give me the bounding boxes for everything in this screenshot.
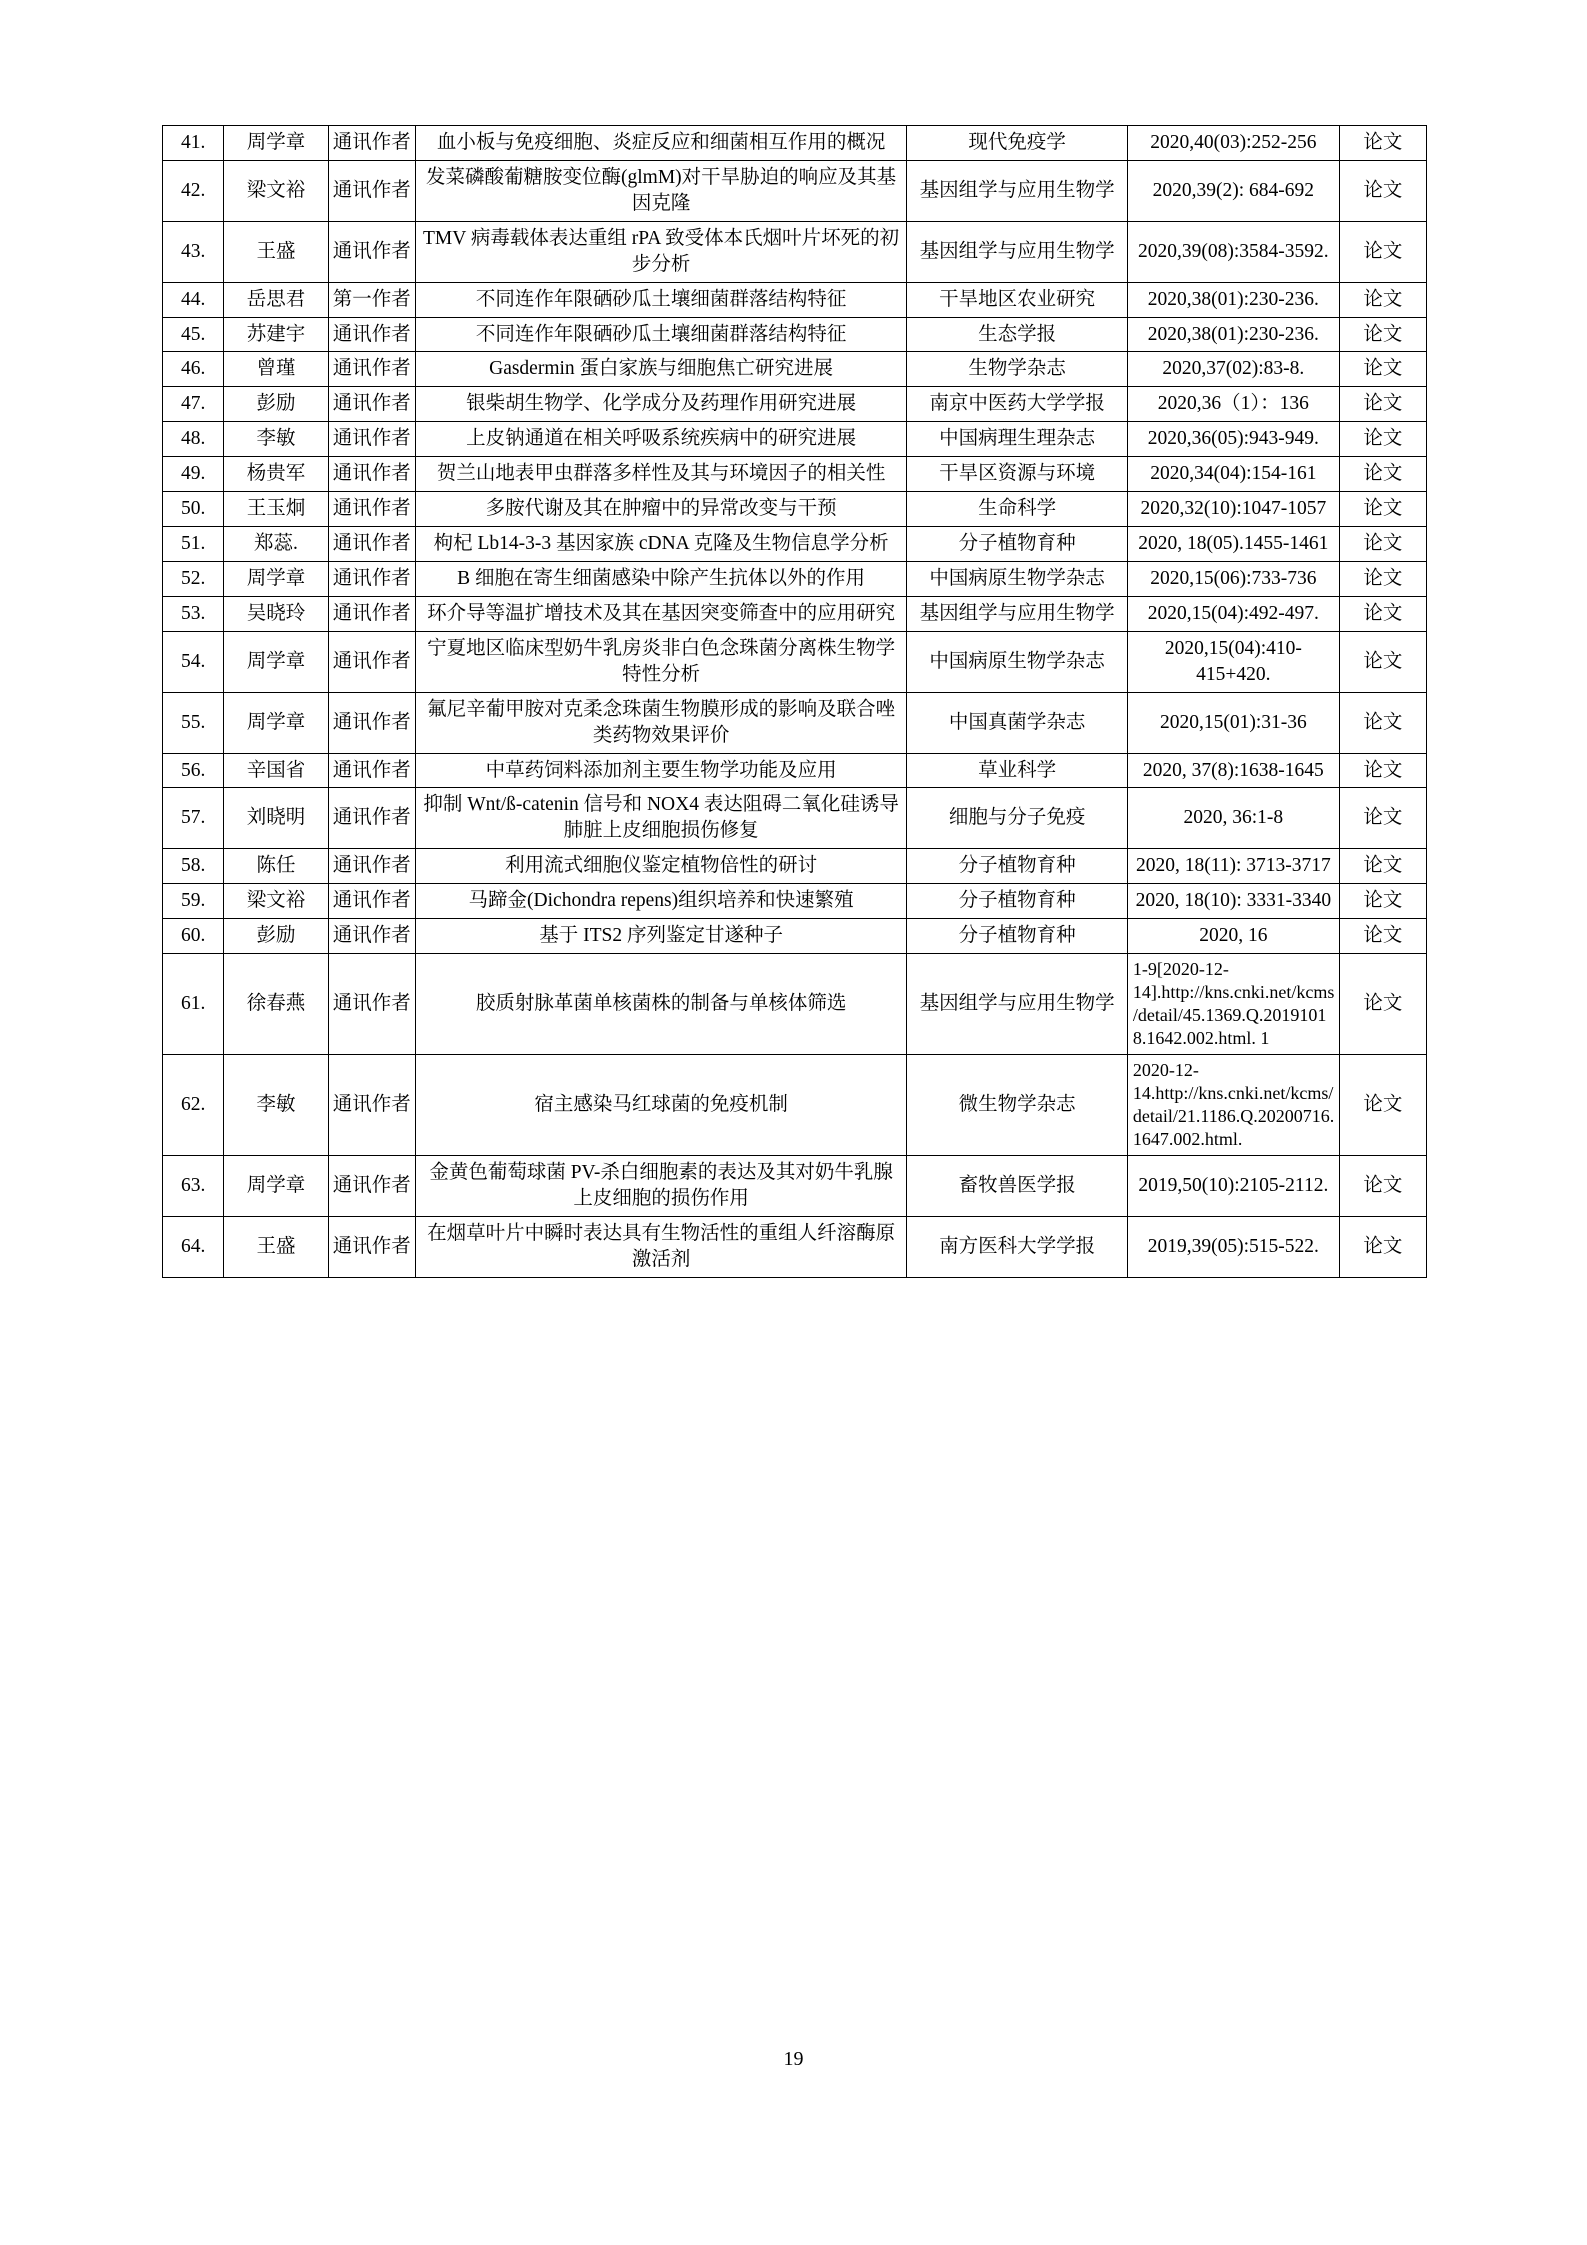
cell-journal: 生物学杂志: [907, 352, 1128, 387]
table-row: [163, 457, 1427, 492]
cell-index: 59.: [163, 884, 224, 919]
cell-author-name: 王玉炯: [224, 492, 328, 527]
cell-issue: 2020,32(10):1047-1057: [1127, 492, 1339, 527]
cell-paper-title: 宿主感染马红球菌的免疫机制: [415, 1055, 907, 1156]
table-row: [163, 884, 1427, 919]
cell-issue: 2020, 36:1-8: [1127, 788, 1339, 849]
cell-journal: 中国病理生理杂志: [907, 422, 1128, 457]
cell-author-name: 彭励: [224, 919, 328, 954]
cell-index: 57.: [163, 788, 224, 849]
cell-paper-title: TMV 病毒载体表达重组 rPA 致受体本氏烟叶片坏死的初步分析: [415, 221, 907, 282]
table-row: [163, 1217, 1427, 1278]
cell-journal: 中国病原生物学杂志: [907, 561, 1128, 596]
cell-index: 60.: [163, 919, 224, 954]
cell-issue: 2020,37(02):83-8.: [1127, 352, 1339, 387]
cell-paper-title: 枸杞 Lb14-3-3 基因家族 cDNA 克隆及生物信息学分析: [415, 527, 907, 562]
cell-index: 56.: [163, 753, 224, 788]
cell-paper-title: 银柴胡生物学、化学成分及药理作用研究进展: [415, 387, 907, 422]
cell-author-role: 通讯作者: [328, 352, 415, 387]
cell-paper-title: 抑制 Wnt/ß-catenin 信号和 NOX4 表达阻碍二氧化硅诱导肺脏上皮细胞损伤修复: [415, 788, 907, 849]
cell-author-role: 通讯作者: [328, 160, 415, 221]
page-number: 19: [783, 2048, 804, 2070]
cell-index: 62.: [163, 1055, 224, 1156]
cell-type: 论文: [1339, 527, 1426, 562]
cell-journal: 分子植物育种: [907, 527, 1128, 562]
cell-author-name: 刘晓明: [224, 788, 328, 849]
cell-issue: 2020, 16: [1127, 919, 1339, 954]
cell-paper-title: 血小板与免疫细胞、炎症反应和细菌相互作用的概况: [415, 126, 907, 161]
cell-type: 论文: [1339, 919, 1426, 954]
cell-author-role: 通讯作者: [328, 1055, 415, 1156]
cell-paper-title: B 细胞在寄生细菌感染中除产生抗体以外的作用: [415, 561, 907, 596]
cell-author-role: 通讯作者: [328, 457, 415, 492]
cell-index: 53.: [163, 596, 224, 631]
cell-author-name: 周学章: [224, 692, 328, 753]
cell-type: 论文: [1339, 561, 1426, 596]
cell-type: 论文: [1339, 631, 1426, 692]
cell-paper-title: 不同连作年限硒砂瓜土壤细菌群落结构特征: [415, 282, 907, 317]
cell-author-name: 王盛: [224, 1217, 328, 1278]
cell-type: 论文: [1339, 492, 1426, 527]
cell-type: 论文: [1339, 954, 1426, 1055]
table-row: [163, 788, 1427, 849]
cell-journal: 干旱区资源与环境: [907, 457, 1128, 492]
cell-author-role: 通讯作者: [328, 317, 415, 352]
cell-author-role: 通讯作者: [328, 527, 415, 562]
cell-author-name: 陈任: [224, 849, 328, 884]
cell-author-role: 通讯作者: [328, 692, 415, 753]
cell-index: 41.: [163, 126, 224, 161]
cell-index: 52.: [163, 561, 224, 596]
cell-journal: 南方医科大学学报: [907, 1217, 1128, 1278]
cell-issue: 2020, 18(10): 3331-3340: [1127, 884, 1339, 919]
cell-journal: 分子植物育种: [907, 919, 1128, 954]
cell-type: 论文: [1339, 160, 1426, 221]
table-row: [163, 160, 1427, 221]
cell-index: 44.: [163, 282, 224, 317]
cell-issue: 2020,15(04):492-497.: [1127, 596, 1339, 631]
table-row: [163, 126, 1427, 161]
publications-table-body: [163, 126, 1427, 1278]
cell-author-name: 彭励: [224, 387, 328, 422]
table-row: [163, 596, 1427, 631]
cell-index: 45.: [163, 317, 224, 352]
cell-type: 论文: [1339, 422, 1426, 457]
cell-author-role: 第一作者: [328, 282, 415, 317]
cell-author-role: 通讯作者: [328, 849, 415, 884]
cell-author-name: 周学章: [224, 126, 328, 161]
cell-type: 论文: [1339, 788, 1426, 849]
cell-type: 论文: [1339, 884, 1426, 919]
cell-paper-title: 金黄色葡萄球菌 PV-杀白细胞素的表达及其对奶牛乳腺上皮细胞的损伤作用: [415, 1156, 907, 1217]
cell-issue: 2020,15(01):31-36: [1127, 692, 1339, 753]
cell-issue: 2020-12-14.http://kns.cnki.net/kcms/detail/21.1186.Q.20200716.1647.002.html.: [1127, 1055, 1339, 1156]
cell-issue: 2020,39(08):3584-3592.: [1127, 221, 1339, 282]
table-row: [163, 527, 1427, 562]
cell-index: 48.: [163, 422, 224, 457]
cell-type: 论文: [1339, 596, 1426, 631]
cell-author-name: 周学章: [224, 1156, 328, 1217]
cell-journal: 微生物学杂志: [907, 1055, 1128, 1156]
cell-issue: 2020,15(06):733-736: [1127, 561, 1339, 596]
cell-journal: 基因组学与应用生物学: [907, 596, 1128, 631]
cell-type: 论文: [1339, 221, 1426, 282]
cell-author-name: 曾瑾: [224, 352, 328, 387]
cell-index: 54.: [163, 631, 224, 692]
cell-journal: 现代免疫学: [907, 126, 1128, 161]
cell-index: 43.: [163, 221, 224, 282]
cell-author-role: 通讯作者: [328, 221, 415, 282]
cell-journal: 基因组学与应用生物学: [907, 221, 1128, 282]
cell-author-role: 通讯作者: [328, 1217, 415, 1278]
cell-issue: 2020, 18(11): 3713-3717: [1127, 849, 1339, 884]
cell-author-name: 辛国省: [224, 753, 328, 788]
cell-paper-title: 在烟草叶片中瞬时表达具有生物活性的重组人纤溶酶原激活剂: [415, 1217, 907, 1278]
cell-paper-title: 宁夏地区临床型奶牛乳房炎非白色念珠菌分离株生物学特性分析: [415, 631, 907, 692]
cell-issue: 2020,38(01):230-236.: [1127, 282, 1339, 317]
cell-journal: 中国真菌学杂志: [907, 692, 1128, 753]
cell-issue: 2020,36（1）：136: [1127, 387, 1339, 422]
cell-paper-title: 胶质射脉革菌单核菌株的制备与单核体筛选: [415, 954, 907, 1055]
cell-author-role: 通讯作者: [328, 954, 415, 1055]
cell-paper-title: 上皮钠通道在相关呼吸系统疾病中的研究进展: [415, 422, 907, 457]
cell-issue: 2020, 37(8):1638-1645: [1127, 753, 1339, 788]
cell-author-name: 周学章: [224, 561, 328, 596]
cell-journal: 中国病原生物学杂志: [907, 631, 1128, 692]
cell-author-name: 王盛: [224, 221, 328, 282]
cell-journal: 干旱地区农业研究: [907, 282, 1128, 317]
cell-type: 论文: [1339, 317, 1426, 352]
cell-index: 64.: [163, 1217, 224, 1278]
cell-author-role: 通讯作者: [328, 1156, 415, 1217]
table-row: [163, 1055, 1427, 1156]
cell-type: 论文: [1339, 849, 1426, 884]
cell-index: 42.: [163, 160, 224, 221]
table-row: [163, 849, 1427, 884]
cell-journal: 南京中医药大学学报: [907, 387, 1128, 422]
table-row: [163, 387, 1427, 422]
cell-author-role: 通讯作者: [328, 788, 415, 849]
cell-index: 50.: [163, 492, 224, 527]
cell-paper-title: 环介导等温扩增技术及其在基因突变筛查中的应用研究: [415, 596, 907, 631]
cell-author-role: 通讯作者: [328, 387, 415, 422]
cell-type: 论文: [1339, 753, 1426, 788]
cell-author-name: 徐春燕: [224, 954, 328, 1055]
cell-author-name: 吴晓玲: [224, 596, 328, 631]
cell-paper-title: 马蹄金(Dichondra repens)组织培养和快速繁殖: [415, 884, 907, 919]
cell-author-name: 郑蕊.: [224, 527, 328, 562]
table-row: [163, 282, 1427, 317]
table-row: [163, 753, 1427, 788]
cell-paper-title: 多胺代谢及其在肿瘤中的异常改变与干预: [415, 492, 907, 527]
table-row: [163, 492, 1427, 527]
cell-author-name: 周学章: [224, 631, 328, 692]
table-row: [163, 692, 1427, 753]
cell-paper-title: 中草药饲料添加剂主要生物学功能及应用: [415, 753, 907, 788]
cell-journal: 畜牧兽医学报: [907, 1156, 1128, 1217]
table-row: [163, 954, 1427, 1055]
cell-paper-title: 氟尼辛葡甲胺对克柔念珠菌生物膜形成的影响及联合唑类药物效果评价: [415, 692, 907, 753]
cell-author-name: 李敏: [224, 1055, 328, 1156]
cell-journal: 生命科学: [907, 492, 1128, 527]
cell-paper-title: 基于 ITS2 序列鉴定甘遂种子: [415, 919, 907, 954]
cell-journal: 生态学报: [907, 317, 1128, 352]
publications-table-container: [162, 125, 1427, 1278]
cell-type: 论文: [1339, 1055, 1426, 1156]
cell-journal: 草业科学: [907, 753, 1128, 788]
cell-journal: 基因组学与应用生物学: [907, 954, 1128, 1055]
cell-paper-title: Gasdermin 蛋白家族与细胞焦亡研究进展: [415, 352, 907, 387]
cell-issue: 2020,15(04):410-415+420.: [1127, 631, 1339, 692]
cell-index: 46.: [163, 352, 224, 387]
cell-type: 论文: [1339, 352, 1426, 387]
cell-author-name: 苏建宇: [224, 317, 328, 352]
cell-author-name: 梁文裕: [224, 884, 328, 919]
cell-index: 51.: [163, 527, 224, 562]
cell-index: 61.: [163, 954, 224, 1055]
cell-author-name: 岳思君: [224, 282, 328, 317]
cell-issue: 2020,36(05):943-949.: [1127, 422, 1339, 457]
table-row: [163, 631, 1427, 692]
cell-author-name: 杨贵军: [224, 457, 328, 492]
table-row: [163, 561, 1427, 596]
cell-issue: 2020,38(01):230-236.: [1127, 317, 1339, 352]
cell-journal: 分子植物育种: [907, 884, 1128, 919]
cell-author-role: 通讯作者: [328, 753, 415, 788]
cell-author-role: 通讯作者: [328, 126, 415, 161]
cell-paper-title: 贺兰山地表甲虫群落多样性及其与环境因子的相关性: [415, 457, 907, 492]
cell-type: 论文: [1339, 1217, 1426, 1278]
cell-issue: 2020,40(03):252-256: [1127, 126, 1339, 161]
cell-author-role: 通讯作者: [328, 919, 415, 954]
cell-author-role: 通讯作者: [328, 422, 415, 457]
cell-type: 论文: [1339, 457, 1426, 492]
cell-author-name: 李敏: [224, 422, 328, 457]
cell-index: 58.: [163, 849, 224, 884]
cell-author-role: 通讯作者: [328, 596, 415, 631]
table-row: [163, 422, 1427, 457]
cell-index: 55.: [163, 692, 224, 753]
cell-author-name: 梁文裕: [224, 160, 328, 221]
cell-journal: 分子植物育种: [907, 849, 1128, 884]
cell-type: 论文: [1339, 126, 1426, 161]
cell-issue: 2020,34(04):154-161: [1127, 457, 1339, 492]
table-row: [163, 317, 1427, 352]
publications-table: [162, 125, 1427, 1278]
cell-type: 论文: [1339, 692, 1426, 753]
cell-type: 论文: [1339, 1156, 1426, 1217]
cell-paper-title: 发菜磷酸葡糖胺变位酶(glmM)对干旱胁迫的响应及其基因克隆: [415, 160, 907, 221]
table-row: [163, 1156, 1427, 1217]
cell-journal: 细胞与分子免疫: [907, 788, 1128, 849]
table-row: [163, 919, 1427, 954]
cell-issue: 2019,50(10):2105-2112.: [1127, 1156, 1339, 1217]
cell-type: 论文: [1339, 282, 1426, 317]
cell-issue: 2020, 18(05).1455-1461: [1127, 527, 1339, 562]
cell-issue: 2019,39(05):515-522.: [1127, 1217, 1339, 1278]
cell-type: 论文: [1339, 387, 1426, 422]
cell-paper-title: 利用流式细胞仪鉴定植物倍性的研讨: [415, 849, 907, 884]
cell-paper-title: 不同连作年限硒砂瓜土壤细菌群落结构特征: [415, 317, 907, 352]
cell-index: 47.: [163, 387, 224, 422]
cell-journal: 基因组学与应用生物学: [907, 160, 1128, 221]
cell-issue: 1-9[2020-12-14].http://kns.cnki.net/kcms/detail/45.1369.Q.20191018.1642.002.html. 1: [1127, 954, 1339, 1055]
cell-issue: 2020,39(2): 684-692: [1127, 160, 1339, 221]
table-row: [163, 352, 1427, 387]
cell-author-role: 通讯作者: [328, 884, 415, 919]
cell-author-role: 通讯作者: [328, 631, 415, 692]
table-row: [163, 221, 1427, 282]
cell-index: 49.: [163, 457, 224, 492]
cell-author-role: 通讯作者: [328, 561, 415, 596]
cell-author-role: 通讯作者: [328, 492, 415, 527]
cell-index: 63.: [163, 1156, 224, 1217]
